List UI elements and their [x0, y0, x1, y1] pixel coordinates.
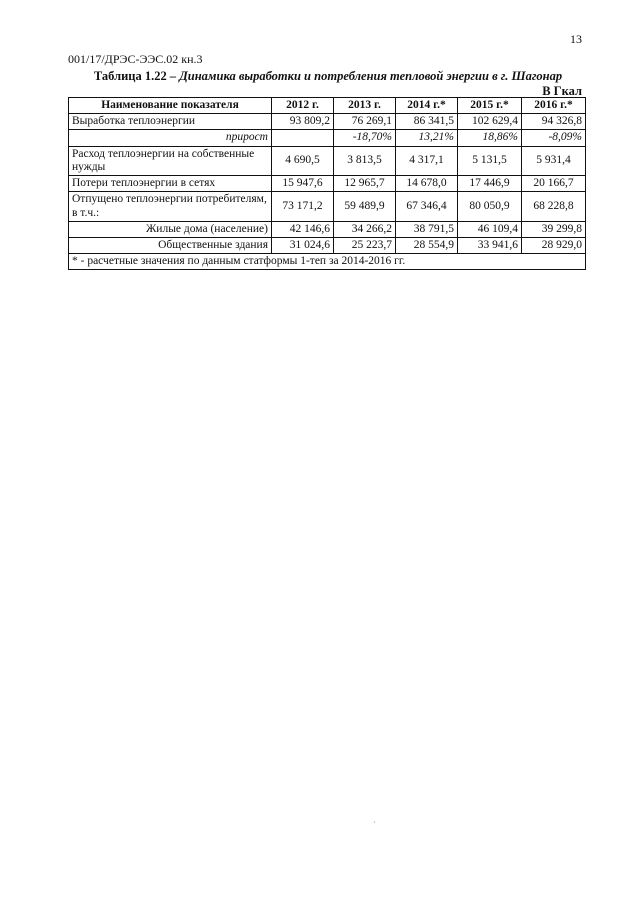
unit-label: В Гкал: [542, 84, 582, 98]
header-year-2016: 2016 г.*: [522, 98, 586, 114]
table-cell: 5 131,5: [458, 146, 522, 175]
table-row: [69, 114, 586, 130]
row-label: Потери теплоэнергии в сетях: [69, 176, 272, 192]
table-row: [69, 176, 586, 192]
table-cell: [272, 130, 334, 146]
row-label: прирост: [69, 130, 272, 146]
heat-energy-table: [68, 97, 586, 270]
header-year-2015: 2015 г.*: [458, 98, 522, 114]
table-cell: 31 024,6: [272, 237, 334, 253]
table-row: [69, 146, 586, 175]
table-cell: -8,09%: [522, 130, 586, 146]
scan-speck: ·: [373, 818, 376, 827]
table-cell: 3 813,5: [334, 146, 396, 175]
table-cell: 38 791,5: [396, 221, 458, 237]
page-number: 13: [570, 32, 582, 46]
table-cell: 20 166,7: [522, 176, 586, 192]
row-label: Выработка теплоэнергии: [69, 114, 272, 130]
table-footnote-row: [69, 254, 586, 270]
table-cell: 25 223,7: [334, 237, 396, 253]
table-header-row: [69, 98, 586, 114]
header-year-2012: 2012 г.: [272, 98, 334, 114]
table-cell: 86 341,5: [396, 114, 458, 130]
table-cell: 13,21%: [396, 130, 458, 146]
table-cell: 59 489,9: [334, 192, 396, 221]
table-cell: 94 326,8: [522, 114, 586, 130]
table-cell: 28 554,9: [396, 237, 458, 253]
table-cell: 5 931,4: [522, 146, 586, 175]
table-cell: 73 171,2: [272, 192, 334, 221]
row-label: Жилые дома (население): [69, 221, 272, 237]
header-year-2014: 2014 г.*: [396, 98, 458, 114]
table-row: [69, 130, 586, 146]
document-code: 001/17/ДРЭС-ЭЭС.02 кн.3: [68, 52, 203, 66]
table-cell: 93 809,2: [272, 114, 334, 130]
table-title-number: Таблица 1.22: [93, 69, 167, 83]
row-label: Общественные здания: [69, 237, 272, 253]
table-title: [68, 69, 588, 84]
table-title-text: – Динамика выработки и потребления тепловой энергии в г. Шагонар: [166, 69, 563, 83]
table-cell: 68 228,8: [522, 192, 586, 221]
table-cell: 34 266,2: [334, 221, 396, 237]
table-footnote: * - расчетные значения по данным статформы 1-теп за 2014-2016 гг.: [69, 254, 586, 270]
table-cell: 76 269,1: [334, 114, 396, 130]
table-cell: 12 965,7: [334, 176, 396, 192]
table-cell: 39 299,8: [522, 221, 586, 237]
table-cell: 67 346,4: [396, 192, 458, 221]
table-cell: 17 446,9: [458, 176, 522, 192]
table-cell: 28 929,0: [522, 237, 586, 253]
table-cell: 42 146,6: [272, 221, 334, 237]
header-year-2013: 2013 г.: [334, 98, 396, 114]
table-cell: 18,86%: [458, 130, 522, 146]
table-row: [69, 237, 586, 253]
row-label: Отпущено теплоэнергии потребителям, в т.ч.:: [69, 192, 272, 221]
table-cell: 46 109,4: [458, 221, 522, 237]
row-label: Расход теплоэнергии на собственные нужды: [69, 146, 272, 175]
table-cell: 14 678,0: [396, 176, 458, 192]
table-row: [69, 192, 586, 221]
header-indicator-name: Наименование показателя: [69, 98, 272, 114]
table-cell: 33 941,6: [458, 237, 522, 253]
table-cell: 4 317,1: [396, 146, 458, 175]
table-cell: 4 690,5: [272, 146, 334, 175]
table-cell: 102 629,4: [458, 114, 522, 130]
table-row: [69, 221, 586, 237]
table-cell: -18,70%: [334, 130, 396, 146]
table-cell: 80 050,9: [458, 192, 522, 221]
table-cell: 15 947,6: [272, 176, 334, 192]
